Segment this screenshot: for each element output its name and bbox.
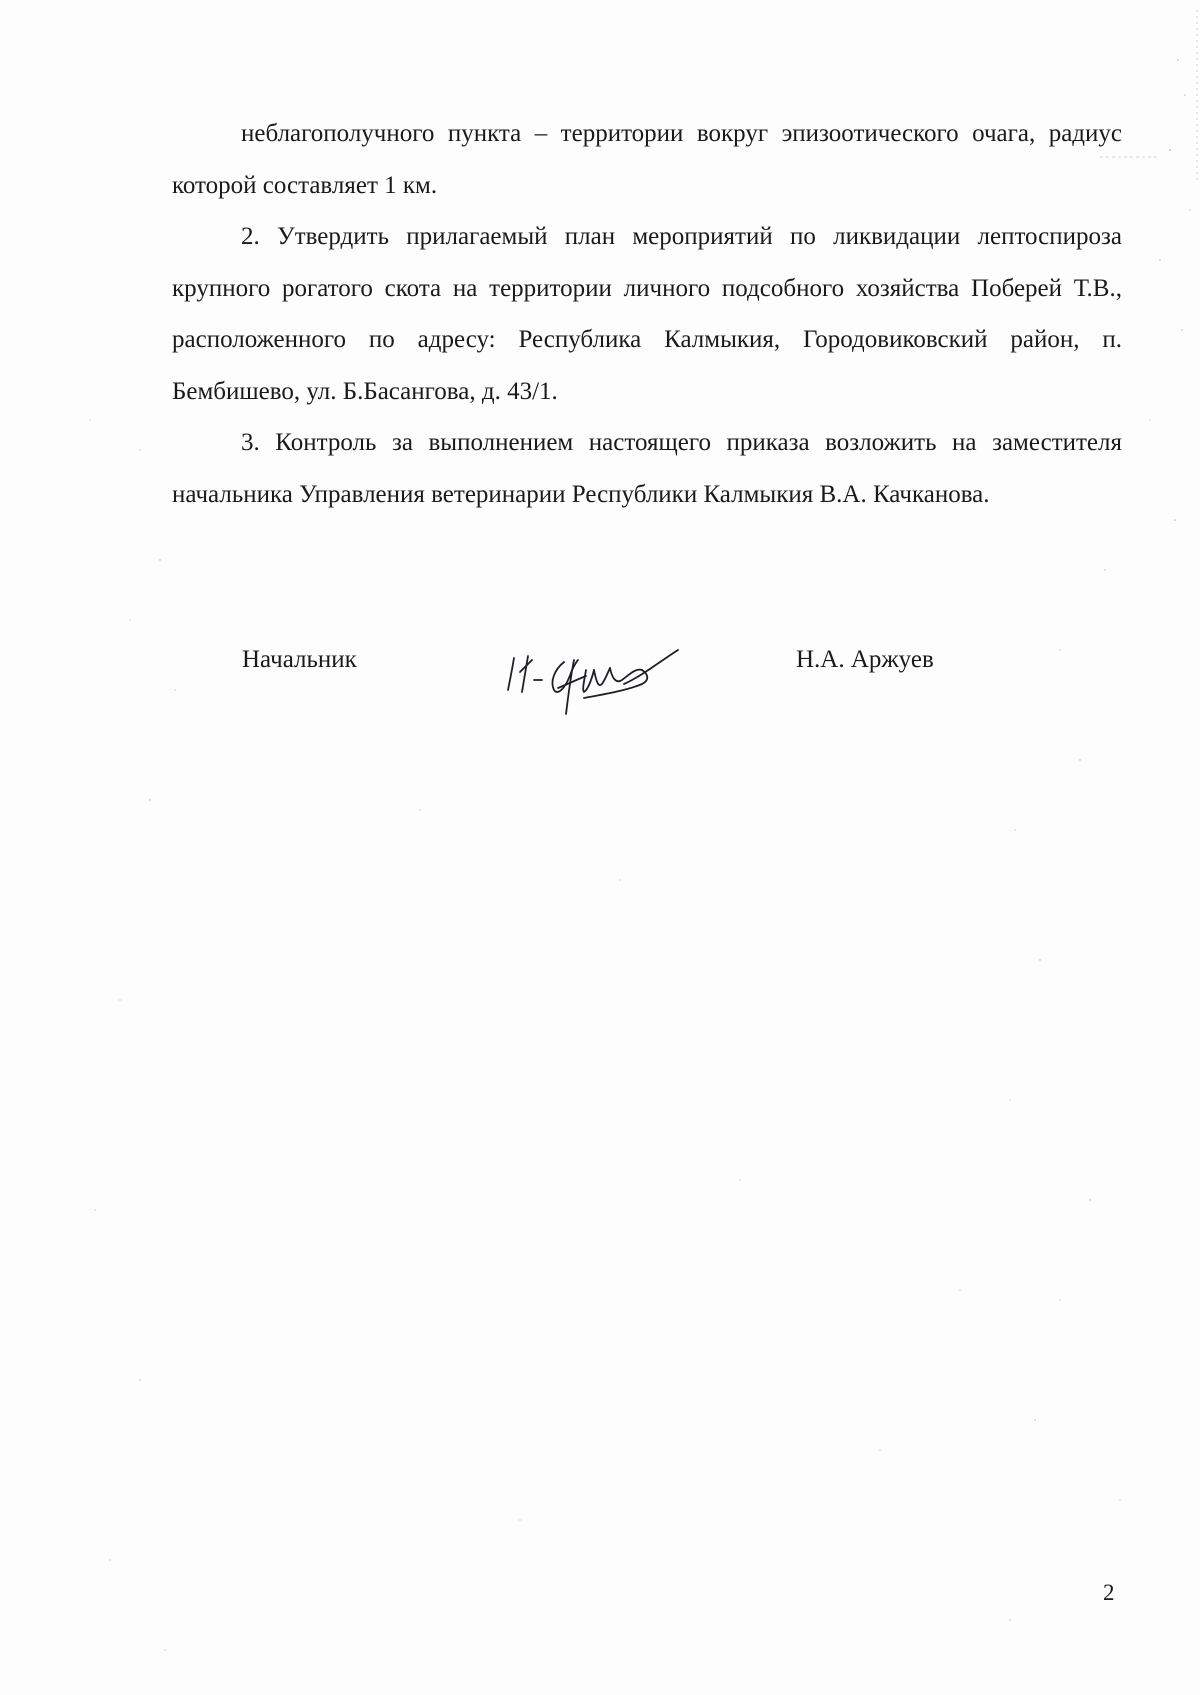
handwritten-signature [502, 640, 702, 720]
paragraph-item-3: 3. Контроль за выполнением настоящего приказа возложить на заместителя начальника Управления ветеринарии Республики Калмыкия В.А. Качканова. [172, 429, 1122, 508]
page-number: 2 [1103, 1580, 1115, 1605]
paragraph-continuation: неблагополучного пункта – территории вокруг эпизоотического очага, радиус которой составляет 1 км. [172, 120, 1122, 199]
signatory-title: Начальник [242, 646, 357, 673]
signature-block [0, 640, 1200, 720]
paragraph-item-2: 2. Утвердить прилагаемый план мероприятий по ликвидации лептоспироза крупного рогатого скота на территории личного подсобного хозяйства Поберей Т.В., расположенного по адресу: Республика Калмыкия, Городовиковский район, п. Бембишево, ул. Б.Басангова, д. 43/1. [172, 223, 1122, 405]
signatory-name: Н.А. Аржуев [796, 646, 934, 673]
order-body [172, 108, 1122, 520]
